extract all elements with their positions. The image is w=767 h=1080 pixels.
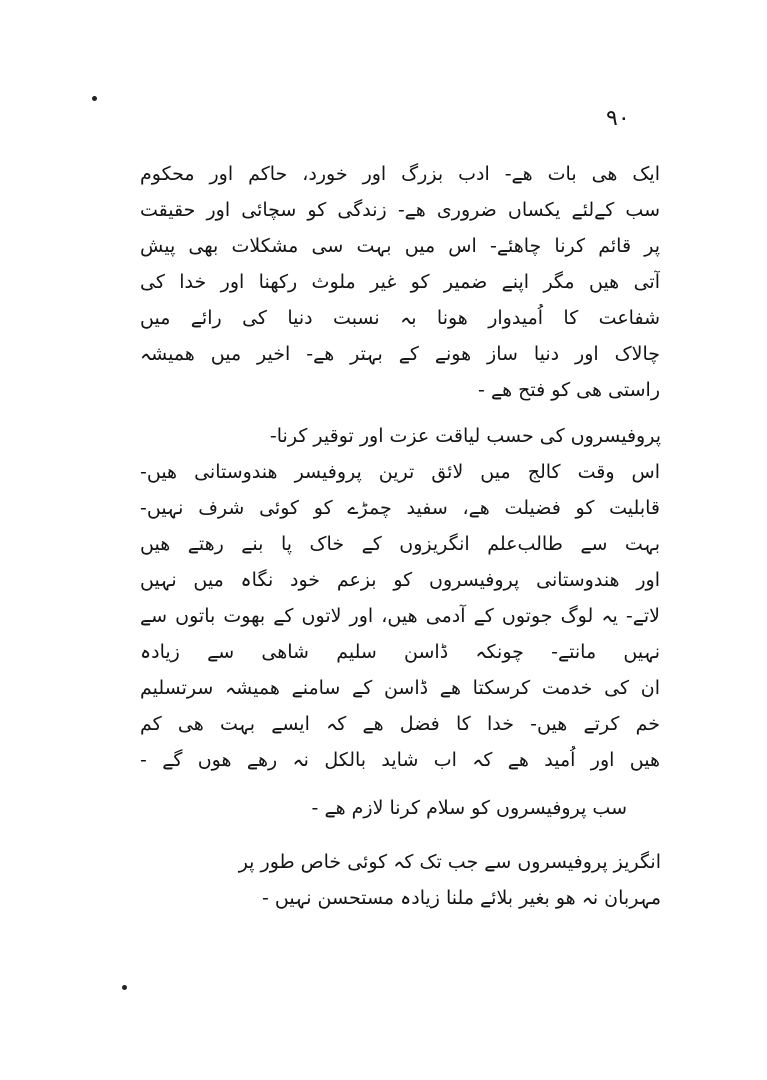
paragraph-1-line: سب کےلئے یکساں ضروری ھے- زندگی کو سچائی اور حقیقت xyxy=(140,199,660,221)
paragraph-1-line: شفاعت کا اُمیدوار ھونا بہ نسبت دنیا کی رائے میں xyxy=(140,307,660,329)
paragraph-2-line: بہت سے طالب‌علم انگریزوں کے خاک پا بنے رھتے ھیں xyxy=(140,533,660,555)
paragraph-2-line: لاتے- یہ لوگ جوتوں کے آدمی ھیں، اور لاتوں کے بھوت باتوں سے xyxy=(140,605,660,627)
margin-dot xyxy=(122,985,127,990)
page-number: ۹۰ xyxy=(606,106,630,131)
paragraph-2-line: اور ھندوستانی پروفیسروں کو بزعم خود نگاہ میں نہیں xyxy=(140,569,660,591)
paragraph-1-line: چالاک اور دنیا ساز ھونے کے بہتر ھے- اخیر میں ھمیشہ xyxy=(140,343,660,365)
paragraph-1-line: آتی ھیں مگر اپنے ضمیر کو غیر ملوث رکھنا اور خدا کی xyxy=(140,271,660,293)
margin-dot xyxy=(92,96,97,101)
paragraph-2-line: نہیں مانتے- چونکہ ڈاسن سلیم شاھی سے زیادہ xyxy=(140,641,660,663)
paragraph-1-line: راستی ھی کو فتح ھے - xyxy=(478,379,660,401)
paragraph-1-line: ایک ھی بات ھے- ادب بزرگ اور خورد، حاکم اور محکوم xyxy=(140,163,660,185)
paragraph-4-line: انگریز پروفیسروں سے جب تک کہ کوئی خاص طور پر xyxy=(238,851,661,873)
paragraph-4-line: مہربان نہ ھو بغیر بلائے ملنا زیادہ مستحسن نہیں - xyxy=(262,887,661,909)
paragraph-2-line: اس وقت کالج میں لائق ترین پروفیسر ھندوستانی ھیں- xyxy=(140,461,660,483)
paragraph-2-line: ان کی خدمت کرسکتا ھے ڈاسن کے سامنے ھمیشہ سرتسلیم xyxy=(140,677,660,699)
paragraph-3-line: سب پروفیسروں کو سلام کرنا لازم ھے - xyxy=(311,797,627,819)
paragraph-2-line: پروفیسروں کی حسب لیاقت عزت اور توقیر کرنا- xyxy=(269,425,661,447)
paragraph-1-line: پر قائم کرنا چاھئے- اس میں بہت سی مشکلات بھی پیش xyxy=(140,235,660,257)
paragraph-2-line: قابلیت کو فضیلت ھے، سفید چمڑے کو کوئی شرف نہیں- xyxy=(140,497,660,519)
paragraph-2-line: خم کرتے ھیں- خدا کا فضل ھے کہ ایسے بہت ھی کم xyxy=(140,713,660,735)
paragraph-2-line: ھیں اور اُمید ھے کہ اب شاید بالکل نہ رھے ھوں گے - xyxy=(140,749,660,771)
